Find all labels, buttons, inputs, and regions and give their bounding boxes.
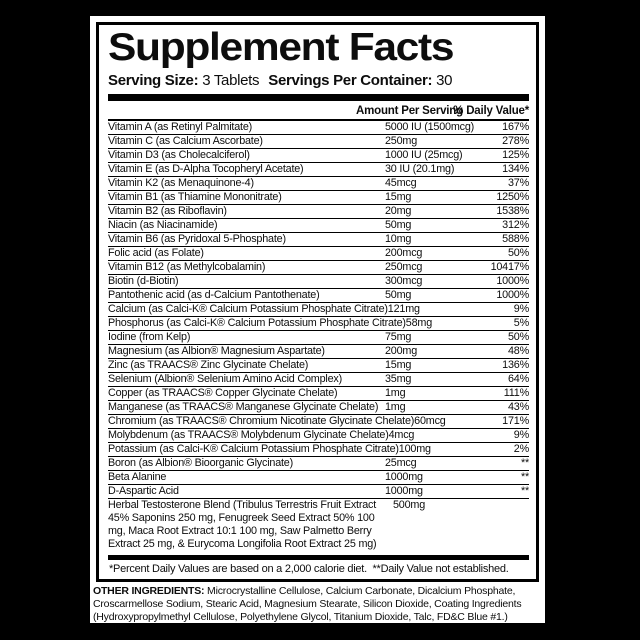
- table-row: [108, 415, 529, 429]
- nutrient-amount: 200mcg: [385, 247, 423, 259]
- nutrient-amount: 45mcg: [385, 177, 417, 189]
- nutrient-name: Niacin (as Niacinamide): [108, 219, 218, 231]
- table-row: [108, 289, 529, 303]
- table-row: [108, 429, 529, 443]
- serving-size-value: 3 Tablets: [202, 72, 260, 89]
- nutrient-amount: 15mg: [385, 191, 412, 203]
- table-row: [108, 401, 529, 415]
- nutrient-amount: 15mg: [385, 359, 412, 371]
- nutrient-name: Manganese (as TRAACS® Manganese Glycinate Chelate): [108, 401, 379, 413]
- nutrient-name: Zinc (as TRAACS® Zinc Glycinate Chelate): [108, 359, 309, 371]
- nutrient-name: Herbal Testosterone Blend (Tribulus Terrestris Fruit Extract 45% Saponins 250 mg, Fenugreek Seed Extract 50% 100 mg, Maca Root Extract 10:1 100 mg, Saw Palmetto Berry Extract 25 mg, & Eurycoma Longifolia Root Extract 25 mg): [108, 499, 377, 550]
- column-header-amount: Amount Per Serving: [356, 105, 463, 117]
- nutrient-amount: 30 IU (20.1mg): [385, 163, 455, 175]
- nutrient-dv: 167%: [502, 121, 529, 133]
- table-row: [108, 317, 529, 331]
- table-row: [108, 163, 529, 177]
- nutrient-dv: 1000%: [496, 289, 529, 301]
- nutrient-dv: 1538%: [496, 205, 529, 217]
- nutrient-amount: 1000 IU (25mcg): [385, 149, 463, 161]
- nutrient-amount: 100mg: [398, 443, 431, 455]
- nutrient-dv: 5%: [513, 317, 529, 329]
- nutrient-name: Boron (as Albion® Bioorganic Glycinate): [108, 457, 293, 469]
- nutrient-dv: 10417%: [490, 261, 529, 273]
- supplement-facts-label: [90, 16, 545, 623]
- nutrient-name: Potassium (as Calci-K® Calcium Potassium Phosphate Citrate): [108, 443, 399, 455]
- nutrient-dv: 278%: [502, 135, 529, 147]
- nutrient-dv: 1250%: [496, 191, 529, 203]
- nutrient-name: Vitamin E (as D-Alpha Tocopheryl Acetate): [108, 163, 304, 175]
- serving-info: [108, 69, 529, 93]
- serving-size-label: Serving Size:: [108, 72, 199, 89]
- nutrient-dv: 9%: [513, 303, 529, 315]
- nutrient-amount: 1000mg: [385, 485, 423, 497]
- nutrient-name: Vitamin K2 (as Menaquinone-4): [108, 177, 254, 189]
- column-header-row: [108, 103, 529, 121]
- table-row: [108, 149, 529, 163]
- nutrient-dv: 43%: [507, 401, 529, 413]
- nutrient-name: Molybdenum (as TRAACS® Molybdenum Glycinate Chelate): [108, 429, 389, 441]
- nutrient-amount: 58mg: [405, 317, 433, 329]
- nutrient-name: Phosphorus (as Calci-K® Calcium Potassium Phosphate Citrate): [108, 317, 406, 329]
- nutrient-amount: 20mg: [385, 205, 412, 217]
- nutrient-dv: 9%: [513, 429, 529, 441]
- nutrient-dv: 588%: [502, 233, 529, 245]
- servings-per-container-label: Servings Per Container:: [268, 72, 433, 89]
- facts-rows: [108, 121, 529, 553]
- panel-title: Supplement Facts: [108, 26, 454, 69]
- nutrient-amount: 4mcg: [388, 429, 415, 441]
- nutrient-name: Vitamin B12 (as Methylcobalamin): [108, 261, 266, 273]
- table-row: [108, 247, 529, 261]
- other-ingredients-text: Microcrystalline Cellulose, Calcium Carbonate, Dicalcium Phosphate, Croscarmellose Sodium, Stearic Acid, Magnesium Stearate, Silicon Dioxide, Coating Ingredients (Hydroxypropylmethyl Cellulose, Polyethylene Glycol, Titanium Dioxide, Talc, FD&C Blue #1.): [93, 585, 522, 623]
- nutrient-dv: 312%: [502, 219, 529, 231]
- servings-per-container-value: 30: [436, 72, 453, 89]
- table-row: [108, 359, 529, 373]
- nutrient-dv: 64%: [507, 373, 529, 385]
- table-row: [108, 177, 529, 191]
- nutrient-amount: 200mg: [385, 345, 418, 357]
- nutrient-name: Vitamin C (as Calcium Ascorbate): [108, 135, 263, 147]
- nutrient-amount: 250mg: [385, 135, 418, 147]
- nutrient-dv: 125%: [502, 149, 529, 161]
- facts-panel: [96, 22, 539, 582]
- nutrient-amount: 500mg: [393, 499, 426, 511]
- nutrient-amount: 5000 IU (1500mcg): [385, 121, 475, 133]
- table-row: [108, 387, 529, 401]
- nutrient-dv: 134%: [502, 163, 529, 175]
- nutrient-name: Chromium (as TRAACS® Chromium Nicotinate Glycinate Chelate): [108, 415, 415, 427]
- nutrient-name: Selenium (Albion® Selenium Amino Acid Complex): [108, 373, 342, 385]
- other-ingredients: [93, 585, 542, 623]
- nutrient-dv: 48%: [507, 345, 529, 357]
- table-row: [108, 443, 529, 457]
- nutrient-amount: 300mcg: [385, 275, 423, 287]
- footnote: *Percent Daily Values are based on a 2,000 calorie diet. **Daily Value not established.: [109, 563, 509, 575]
- nutrient-dv: **: [520, 471, 529, 483]
- nutrient-dv: 1000%: [496, 275, 529, 287]
- table-row: [108, 275, 529, 289]
- nutrient-amount: 1mg: [385, 387, 406, 399]
- nutrient-name: Magnesium (as Albion® Magnesium Aspartate): [108, 345, 325, 357]
- nutrient-name: Pantothenic acid (as d-Calcium Pantothenate): [108, 289, 320, 301]
- nutrient-amount: 25mcg: [385, 457, 417, 469]
- table-row: [108, 135, 529, 149]
- nutrient-amount: 75mg: [385, 331, 412, 343]
- nutrient-dv: 37%: [507, 177, 529, 189]
- table-row: [108, 485, 529, 499]
- table-row: [108, 471, 529, 485]
- table-row: [108, 121, 529, 135]
- table-row: [108, 261, 529, 275]
- nutrient-dv: **: [520, 485, 529, 497]
- nutrient-name: Biotin (d-Biotin): [108, 275, 179, 287]
- table-row: [108, 233, 529, 247]
- nutrient-name: Calcium (as Calci-K® Calcium Potassium Phosphate Citrate): [108, 303, 388, 315]
- nutrient-name: Beta Alanine: [108, 471, 167, 483]
- nutrient-name: Vitamin B2 (as Riboflavin): [108, 205, 227, 217]
- nutrient-name: Vitamin A (as Retinyl Palmitate): [108, 121, 253, 133]
- nutrient-amount: 250mcg: [385, 261, 423, 273]
- nutrient-amount: 10mg: [385, 233, 412, 245]
- nutrient-amount: 121mg: [387, 303, 420, 315]
- table-row: [108, 205, 529, 219]
- table-row: [108, 219, 529, 233]
- nutrient-dv: 50%: [507, 331, 529, 343]
- table-row: [108, 331, 529, 345]
- table-row: [108, 373, 529, 387]
- nutrient-dv: 171%: [502, 415, 529, 427]
- nutrient-amount: 35mg: [385, 373, 412, 385]
- other-ingredients-label: OTHER INGREDIENTS:: [93, 585, 205, 597]
- nutrient-amount: 50mg: [385, 219, 412, 231]
- table-row: [108, 457, 529, 471]
- thick-divider-top: [108, 94, 529, 101]
- nutrient-name: Vitamin B1 (as Thiamine Mononitrate): [108, 191, 282, 203]
- nutrient-dv: 2%: [513, 443, 529, 455]
- nutrient-name: Folic acid (as Folate): [108, 247, 204, 259]
- nutrient-amount: 50mg: [385, 289, 412, 301]
- nutrient-name: Copper (as TRAACS® Copper Glycinate Chelate): [108, 387, 338, 399]
- nutrient-amount: 1000mg: [385, 471, 423, 483]
- nutrient-dv: 111%: [503, 387, 529, 399]
- nutrient-dv: 50%: [507, 247, 529, 259]
- nutrient-name: Vitamin B6 (as Pyridoxal 5-Phosphate): [108, 233, 286, 245]
- column-header-daily-value: % Daily Value*: [453, 105, 529, 117]
- nutrient-name: Vitamin D3 (as Cholecalciferol): [108, 149, 250, 161]
- nutrient-name: Iodine (from Kelp): [108, 331, 191, 343]
- table-row: [108, 499, 529, 553]
- table-row: [108, 345, 529, 359]
- nutrient-amount: 60mcg: [414, 415, 446, 427]
- nutrient-dv: 136%: [502, 359, 529, 371]
- table-row: [108, 303, 529, 317]
- table-row: [108, 191, 529, 205]
- nutrient-dv: **: [520, 457, 529, 469]
- nutrient-amount: 1mg: [385, 401, 406, 413]
- nutrient-name: D-Aspartic Acid: [108, 485, 179, 497]
